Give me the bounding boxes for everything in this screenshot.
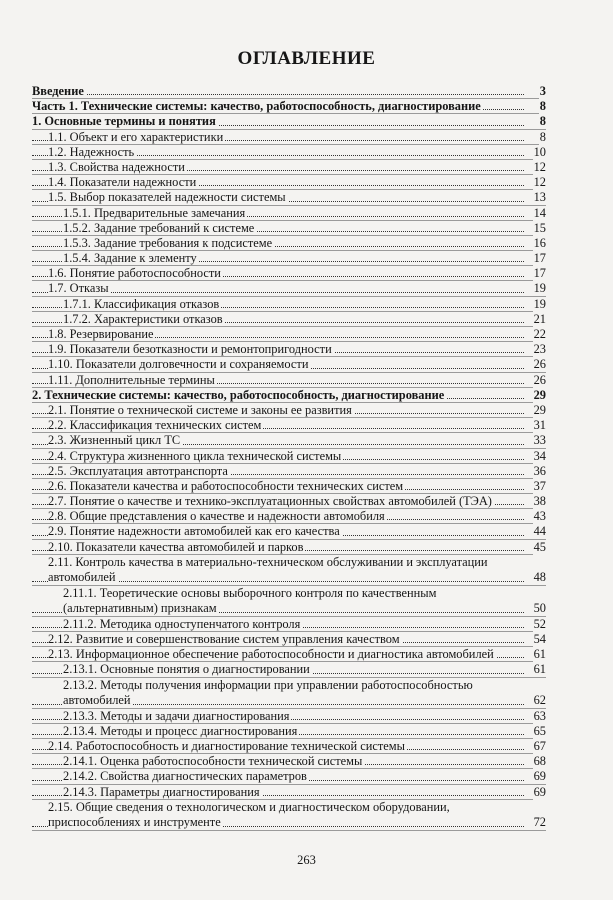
toc-entry-text: 1.2. Надежность <box>48 144 135 159</box>
toc-entry <box>32 266 546 281</box>
toc-entry-page: 26 <box>533 357 546 372</box>
toc-entry-text: 2.13.3. Методы и задачи диагностирования <box>63 708 290 723</box>
toc-entry-text: 1.8. Резервирование <box>48 327 154 341</box>
toc-entry-text: 2.4. Структура жизненного цикла технической системы <box>48 448 342 463</box>
toc-entry-text: Введение <box>32 84 84 98</box>
toc-entry-text: 2.14.3. Параметры диагностирования <box>63 784 260 799</box>
toc-entry <box>32 281 546 296</box>
toc-entry <box>32 678 546 709</box>
toc-entry-page: 72 <box>533 814 546 829</box>
toc-entry <box>32 754 546 769</box>
toc-entry <box>32 479 546 494</box>
toc-entry-page: 22 <box>533 327 546 341</box>
toc-entry <box>32 632 546 647</box>
toc-entry-page: 69 <box>533 784 546 799</box>
toc-entry-text: 1. Основные термины и понятия <box>32 114 216 129</box>
toc-entry-text: 1.7.1. Классификация отказов <box>63 296 220 311</box>
toc-entry <box>32 647 546 662</box>
toc-entry <box>32 524 546 539</box>
toc-entry-page: 33 <box>533 433 546 448</box>
toc-entry-page: 3 <box>539 84 546 98</box>
toc-entry <box>32 586 546 617</box>
toc-entry-page: 19 <box>533 281 546 296</box>
toc-entry-text: 2.12. Развитие и совершенствование систем управления качеством <box>48 632 400 646</box>
toc-entry-page: 29 <box>533 402 546 417</box>
toc-entry-text: 2.7. Понятие о качестве и технико-эксплуатационных свойствах автомобилей (ТЭА) <box>48 494 492 509</box>
toc-entry-text: 2.11.2. Методика одноступенчатого контроля <box>63 616 301 631</box>
toc-entry-page: 17 <box>533 251 546 266</box>
toc-entry-text: 2.8. Общие представления о качестве и надежности автомобиля <box>48 509 385 524</box>
toc-entry <box>32 251 546 266</box>
toc-entry-page: 54 <box>533 632 546 646</box>
toc-entry-page: 38 <box>533 494 546 509</box>
toc-entry <box>32 403 546 418</box>
toc-entry-page: 61 <box>533 647 546 662</box>
toc-entry <box>32 785 546 800</box>
toc-entry-text: 1.5.3. Задание требования к подсистеме <box>63 235 273 250</box>
toc-entry-text: 2.13.2. Методы получения информации при управлении работоспособностью <box>63 677 473 692</box>
toc-entry-text: 2.3. Жизненный цикл ТС <box>48 433 181 448</box>
toc-entry-page: 13 <box>533 190 546 205</box>
toc-entry-text: 2.14.1. Оценка работоспособности технической системы <box>63 754 363 769</box>
toc-entry-page: 63 <box>533 708 546 723</box>
toc-entry <box>32 236 546 251</box>
toc-entry-page: 23 <box>533 342 546 357</box>
toc-entry <box>32 130 546 145</box>
toc-entry-text: 2.11. Контроль качества в материально-техническом обслуживании и эксплуатации <box>48 554 488 569</box>
toc-entry-page: 62 <box>533 692 546 707</box>
toc-entry <box>32 114 546 129</box>
toc-entry-page: 48 <box>533 569 546 584</box>
toc-entry-page: 34 <box>533 448 546 463</box>
toc-entry <box>32 509 546 524</box>
toc-entry-text: 2.5. Эксплуатация автотранспорта <box>48 463 228 478</box>
toc-entry-text: 1.5.1. Предварительные замечания <box>63 205 246 220</box>
dot-leader <box>32 94 524 95</box>
toc-entry <box>32 449 546 464</box>
toc-entry-page: 8 <box>539 114 546 129</box>
toc-entry-text: 2.14. Работоспособность и диагностирование технической системы <box>48 738 405 753</box>
table-of-contents <box>32 84 546 831</box>
toc-entry <box>32 724 546 739</box>
toc-entry-page: 12 <box>533 159 546 174</box>
toc-entry <box>32 418 546 433</box>
toc-entry-page: 61 <box>533 662 546 677</box>
toc-entry <box>32 433 546 448</box>
toc-entry-page: 15 <box>533 220 546 235</box>
toc-entry-text: 1.4. Показатели надежности <box>48 175 197 190</box>
toc-entry-page: 14 <box>533 205 546 220</box>
page-title: ОГЛАВЛЕНИЕ <box>237 48 376 69</box>
toc-entry <box>32 84 546 99</box>
toc-entry-page: 37 <box>533 478 546 493</box>
toc-entry-text: 2.1. Понятие о технической системе и законы ее развития <box>48 402 352 417</box>
toc-entry <box>32 297 546 312</box>
toc-entry <box>32 145 546 160</box>
toc-entry-text: 1.11. Дополнительные термины <box>48 372 215 387</box>
toc-entry-text: 1.9. Показатели безотказности и ремонтопригодности <box>48 342 332 357</box>
toc-entry <box>32 739 546 754</box>
toc-entry <box>32 800 546 831</box>
toc-entry-page: 44 <box>533 524 546 539</box>
toc-entry <box>32 494 546 509</box>
toc-entry-text: 1.3. Свойства надежности <box>48 159 185 174</box>
toc-entry-page: 16 <box>533 235 546 250</box>
toc-entry-text: 2.14.2. Свойства диагностических параметров <box>63 769 307 784</box>
toc-entry <box>32 373 546 388</box>
toc-entry-page: 8 <box>539 99 546 114</box>
toc-entry-page: 10 <box>533 144 546 159</box>
toc-entry <box>32 464 546 479</box>
toc-entry-page: 29 <box>533 387 546 402</box>
toc-entry <box>32 709 546 724</box>
toc-entry <box>32 327 546 342</box>
toc-entry-text: 2.9. Понятие надежности автомобилей как его качества <box>48 524 340 539</box>
toc-entry-text: 2.13. Информационное обеспечение работоспособности и диагностика автомобилей <box>48 647 494 662</box>
toc-entry <box>32 357 546 372</box>
toc-entry-text-continued: автомобилей <box>63 692 131 707</box>
toc-entry-page: 52 <box>533 616 546 631</box>
toc-entry <box>32 160 546 175</box>
toc-entry-text: 2.15. Общие сведения о технологическом и диагностическом оборудовании, <box>48 799 450 814</box>
toc-entry-page: 69 <box>533 769 546 784</box>
toc-entry-page: 67 <box>533 738 546 753</box>
toc-entry-page: 21 <box>533 311 546 326</box>
toc-entry <box>32 312 546 327</box>
toc-entry-text: 1.5. Выбор показателей надежности системы <box>48 190 286 205</box>
toc-entry-page: 26 <box>533 372 546 387</box>
toc-entry-text: 1.1. Объект и его характеристики <box>48 129 224 144</box>
toc-entry-text: 1.10. Показатели долговечности и сохраняемости <box>48 357 309 372</box>
toc-entry-page: 50 <box>533 600 546 615</box>
toc-entry <box>32 221 546 236</box>
toc-entry-page: 68 <box>533 754 546 769</box>
toc-entry <box>32 206 546 221</box>
toc-entry-text: 2.13.4. Методы и процесс диагностирования <box>63 723 298 738</box>
toc-entry-text: 2.13.1. Основные понятия о диагностировании <box>63 662 310 677</box>
toc-entry <box>32 662 546 677</box>
toc-entry-text: 2.2. Классификация технических систем <box>48 418 262 433</box>
toc-entry-page: 36 <box>533 463 546 478</box>
toc-entry <box>32 540 546 555</box>
toc-entry-page: 31 <box>533 418 546 433</box>
toc-entry <box>32 388 546 403</box>
toc-entry <box>32 190 546 205</box>
toc-entry <box>32 617 546 632</box>
toc-entry-text-continued: приспособлениях и инструменте <box>48 814 221 829</box>
toc-entry-page: 17 <box>533 266 546 281</box>
toc-entry-text: 2.10. Показатели качества автомобилей и парков <box>48 539 304 554</box>
toc-entry-page: 43 <box>533 509 546 524</box>
toc-entry-page: 65 <box>533 723 546 738</box>
toc-entry-text: 2. Технические системы: качество, работоспособность, диагностирование <box>32 387 445 402</box>
toc-entry-text: 1.5.2. Задание требований к системе <box>63 220 255 235</box>
toc-entry-page: 12 <box>533 175 546 190</box>
toc-entry-text-continued: автомобилей <box>48 569 116 584</box>
toc-entry-page: 45 <box>533 539 546 554</box>
toc-entry <box>32 555 546 586</box>
toc-entry-text: 2.6. Показатели качества и работоспособности технических систем <box>48 478 404 493</box>
toc-entry-page: 19 <box>533 296 546 311</box>
toc-entry <box>32 175 546 190</box>
toc-entry-page: 8 <box>539 129 546 144</box>
toc-entry <box>32 342 546 357</box>
toc-entry-text-continued: (альтернативным) признакам <box>63 600 217 615</box>
toc-entry-text: 1.6. Понятие работоспособности <box>48 266 221 281</box>
toc-entry-text: 1.7.2. Характеристики отказов <box>63 311 223 326</box>
page-number: 263 <box>297 853 316 867</box>
toc-entry-text: 1.5.4. Задание к элементу <box>63 251 197 266</box>
toc-entry-text: Часть 1. Технические системы: качество, работоспособность, диагностирование <box>32 99 481 114</box>
toc-entry-text: 2.11.1. Теоретические основы выборочного контроля по качественным <box>63 585 437 600</box>
toc-entry <box>32 769 546 784</box>
toc-entry-text: 1.7. Отказы <box>48 281 109 296</box>
toc-entry <box>32 99 546 114</box>
